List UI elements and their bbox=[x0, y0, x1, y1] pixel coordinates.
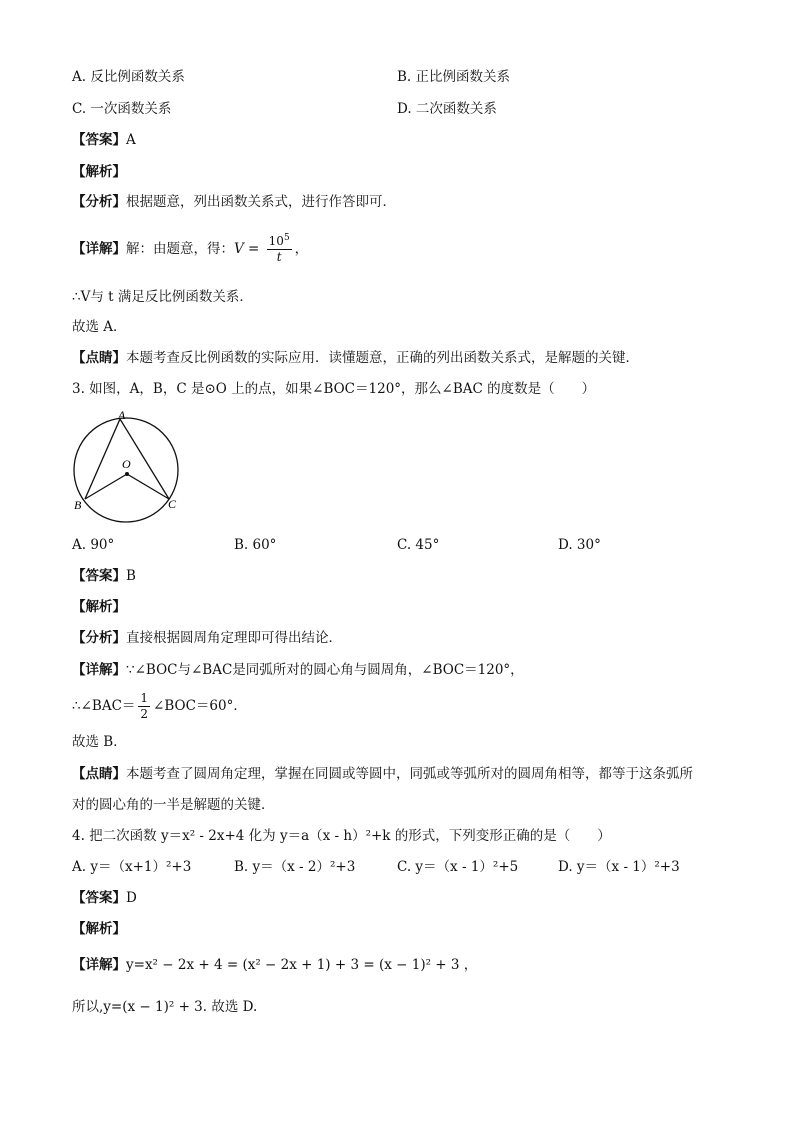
q2-dianjing-line bbox=[72, 349, 639, 367]
formula-exp: 5 bbox=[283, 233, 290, 243]
formula-den: t bbox=[276, 250, 282, 264]
xiangjie-text: ∵∠BOC与∠BAC是同弧所对的圆心角与圆周角，∠BOC＝120°， bbox=[126, 662, 524, 678]
formula-fraction bbox=[267, 234, 292, 265]
q3-option-b: B. 60° bbox=[234, 537, 277, 553]
step-prefix: ∴∠BAC＝ bbox=[72, 698, 136, 714]
q2-option-b: B. 正比例函数关系 bbox=[397, 69, 511, 85]
formula-num: 10 bbox=[268, 234, 284, 248]
dianjing-tag: 【点睛】 bbox=[72, 766, 126, 782]
label-b: B bbox=[74, 498, 82, 512]
q3-stem: 3. 如图，A，B，C 是⊙O 上的点，如果∠BOC＝120°，那么∠BAC 的度数是（ ） bbox=[72, 381, 596, 397]
segment-ob bbox=[85, 474, 127, 499]
segment-oc bbox=[127, 474, 169, 499]
xiangjie-text: 解：由题意，得： bbox=[126, 241, 234, 257]
formula-tail: ， bbox=[294, 241, 309, 257]
q2-xiangjie-line bbox=[72, 232, 308, 266]
q3-option-d: D. 30° bbox=[558, 537, 601, 553]
formula-eq: = bbox=[243, 241, 264, 257]
dianjing-text: 本题考查了圆周角定理，掌握在同圆或等圆中，同弧或等弧所对的圆周角相等，都等于这条弧所 bbox=[126, 766, 693, 782]
q2-option-a: A. 反比例函数关系 bbox=[72, 69, 185, 85]
fenxi-text: 根据题意，列出函数关系式，进行作答即可． bbox=[126, 194, 396, 210]
q4-final: 所以,y=(x − 1)² + 3. 故选 D. bbox=[72, 999, 258, 1015]
q3-dianjing-cont: 对的圆心角的一半是解题的关键． bbox=[72, 797, 275, 813]
q2-option-c: C. 一次函数关系 bbox=[72, 101, 172, 117]
q3-step-line bbox=[72, 690, 247, 722]
q3-option-c: C. 45° bbox=[397, 537, 440, 553]
q4-answer-line bbox=[72, 889, 137, 907]
q3-option-a: A. 90° bbox=[72, 537, 115, 553]
step-den: 2 bbox=[140, 707, 149, 721]
step-fraction bbox=[138, 691, 150, 722]
step-suffix: ∠BOC＝60°． bbox=[153, 698, 247, 714]
q2-answer-line bbox=[72, 131, 136, 149]
segment-ab bbox=[85, 419, 120, 499]
q2-choose: 故选 A． bbox=[72, 319, 127, 335]
label-o: O bbox=[122, 457, 131, 471]
q2-fenxi-line bbox=[72, 193, 396, 211]
q3-choose: 故选 B． bbox=[72, 734, 127, 750]
q4-xiangjie-line bbox=[72, 956, 477, 974]
q4-option-c: C. y＝（x - 1）²+5 bbox=[397, 859, 519, 875]
fenxi-text: 直接根据圆周角定理即可得出结论． bbox=[126, 630, 342, 646]
answer-tag: 【答案】 bbox=[72, 890, 126, 906]
answer-value: D bbox=[126, 890, 137, 906]
q4-option-d: D. y＝（x - 1）²+3 bbox=[558, 859, 680, 875]
answer-value: B bbox=[126, 568, 136, 584]
xiangjie-text: y=x² − 2x + 4 = (x² − 2x + 1) + 3 = (x − 1)² + 3 ， bbox=[126, 957, 478, 973]
xiangjie-tag: 【详解】 bbox=[72, 957, 126, 973]
xiangjie-tag: 【详解】 bbox=[72, 662, 126, 678]
answer-value: A bbox=[126, 132, 136, 148]
fenxi-tag: 【分析】 bbox=[72, 194, 126, 210]
q2-analysis-tag: 【解析】 bbox=[72, 164, 126, 180]
label-a: A bbox=[118, 408, 126, 422]
q4-analysis-tag: 【解析】 bbox=[72, 921, 126, 937]
q3-circle-figure bbox=[70, 404, 184, 524]
dianjing-tag: 【点睛】 bbox=[72, 350, 126, 366]
q3-fenxi-line bbox=[72, 629, 342, 647]
formula-lhs: V bbox=[234, 241, 244, 257]
q4-option-a: A. y＝（x+1）²+3 bbox=[72, 859, 192, 875]
dianjing-text: 本题考查反比例函数的实际应用．读懂题意，正确的列出函数关系式，是解题的关键． bbox=[126, 350, 639, 366]
q3-analysis-tag: 【解析】 bbox=[72, 599, 126, 615]
q4-stem: 4. 把二次函数 y＝x² - 2x+4 化为 y＝a（x - h）²+k 的形式，下列变形正确的是（ ） bbox=[72, 828, 611, 844]
q2-option-d: D. 二次函数关系 bbox=[397, 101, 497, 117]
q2-conclusion: ∴V与 t 满足反比例函数关系． bbox=[72, 289, 253, 305]
q4-option-b: B. y＝（x - 2）²+3 bbox=[234, 859, 356, 875]
q3-dianjing-line bbox=[72, 765, 693, 783]
step-num: 1 bbox=[140, 691, 149, 705]
label-c: C bbox=[168, 497, 177, 511]
fenxi-tag: 【分析】 bbox=[72, 630, 126, 646]
answer-tag: 【答案】 bbox=[72, 132, 126, 148]
q3-answer-line bbox=[72, 567, 136, 585]
answer-tag: 【答案】 bbox=[72, 568, 126, 584]
xiangjie-tag: 【详解】 bbox=[72, 241, 126, 257]
center-point bbox=[125, 472, 129, 476]
q3-xiangjie-line bbox=[72, 661, 524, 679]
